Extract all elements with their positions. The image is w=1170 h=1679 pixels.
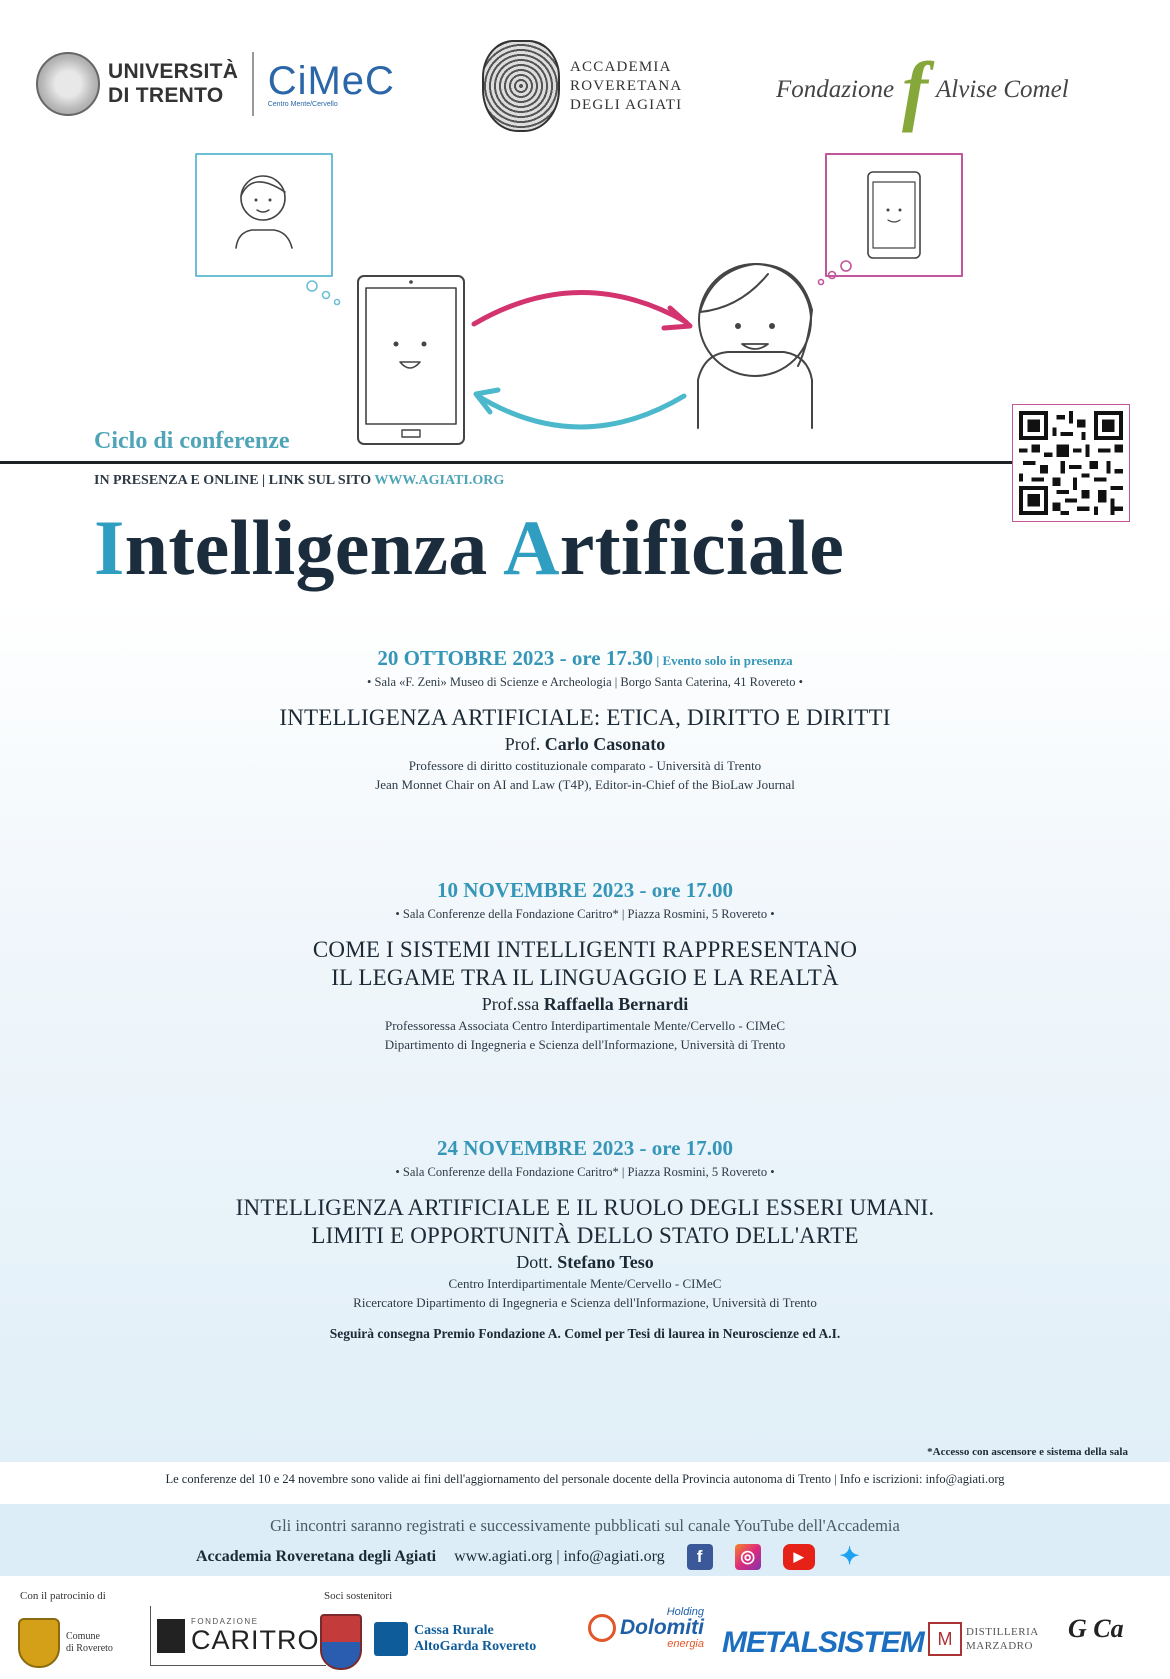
marzadro-mark-icon: M [928,1622,962,1656]
university-seal-icon [36,52,100,116]
speaker-affiliation: Professoressa Associata Centro Interdipartimentale Mente/Cervello - CIMeC [384,1018,785,1033]
academy-contacts [196,1544,863,1570]
event-date: 20 OTTOBRE 2023 - ore 17.30 [377,646,654,670]
event-2 [80,876,1090,1054]
marzadro-logo: M DISTILLERIA MARZADRO [928,1622,1039,1656]
youtube-icon[interactable]: ▶ [783,1544,815,1570]
dolomiti-energia-logo: Holding Dolomiti energia [588,1604,704,1652]
comune-crest-icon [18,1618,60,1668]
event-venue: • Sala «F. Zeni» Museo di Scienze e Archeologia | Borgo Santa Caterina, 41 Rovereto • [367,675,803,689]
section-divider [0,461,1012,464]
cimec-logo: CiMeC Centro Mente/Cervello [267,58,395,108]
accademia-agiati-logo [482,38,702,134]
smiling-woman-icon [698,264,812,428]
logo-divider [252,52,254,116]
page-title: Intelligenza Artificiale [94,504,845,591]
dolomiti-mark-icon [588,1614,616,1642]
comune-rovereto-logo: Comune di Rovereto [18,1618,113,1668]
comel-f-mark-icon: f [902,46,929,133]
youtube-note: Gli incontri saranno registrati e successivamente pubblicati sul canale YouTube dell'Accademia [270,1516,900,1535]
accademia-wordmark: ACCADEMIA ROVERETANA DEGLI AGIATI [570,58,683,113]
event-speaker: Prof. Carlo Casonato [504,734,666,754]
twitter-icon[interactable]: ✦ [839,1543,860,1570]
smiling-tablet-icon [358,276,464,444]
series-label: Ciclo di conferenze [94,428,290,454]
academy-links[interactable]: www.agiati.org | info@agiati.org [454,1548,665,1565]
fondazione-comel-logo: Fondazione f Alvise Comel [776,46,1069,133]
gca-logo: G Ca [1068,1614,1124,1643]
facebook-icon[interactable]: f [687,1544,713,1570]
arrow-to-tablet-icon [478,396,684,427]
event-date: 10 NOVEMBRE 2023 - ore 17.00 [437,878,733,902]
instagram-icon[interactable]: ◎ [735,1544,761,1570]
cassa-rurale-logo: Cassa Rurale AltoGarda Rovereto [374,1622,536,1656]
metalsistem-logo: METALSISTEM [722,1626,924,1659]
patronage-label: Con il patrocinio di [20,1590,106,1602]
academy-name: Accademia Roveretana degli Agiati [196,1548,437,1565]
unitn-wordmark: UNIVERSITÀ DI TRENTO [108,60,239,107]
speaker-affiliation: Ricercatore Dipartimento di Ingegneria e Scienza dell'Informazione, Università di Trento [353,1295,817,1310]
sponsor-crest-icon [320,1614,362,1670]
speaker-affiliation: Professore di diritto costituzionale comparato - Università di Trento [408,758,762,773]
woman-thought-frame-icon [196,154,340,305]
event-3 [80,1134,1090,1342]
caritro-mark-icon [157,1619,185,1653]
event-date: 24 NOVEMBRE 2023 - ore 17.00 [437,1136,733,1160]
award-note: Seguirà consegna Premio Fondazione A. Comel per Tesi di laurea in Neuroscienze ed A.I. [329,1326,841,1341]
event-note: | Evento solo in presenza [653,653,793,668]
event-title: INTELLIGENZA ARTIFICIALE E IL RUOLO DEGLI ESSERI UMANI. LIMITI E OPPORTUNITÀ DELLO STATO DELL'ARTE [235,1195,935,1248]
unitn-cimec-logo [36,46,396,122]
cassa-rurale-mark-icon [374,1622,408,1656]
teacher-training-note: Le conferenze del 10 e 24 novembre sono valide ai fini dell'aggiornamento del personale docente della Provincia autonoma di Trento | Info e iscrizioni: info@agiati.org [165,1472,1005,1486]
online-info: IN PRESENZA E ONLINE | LINK SUL SITO WWW.AGIATI.ORG [94,473,505,488]
event-venue: • Sala Conferenze della Fondazione Caritro* | Piazza Rosmini, 5 Rovereto • [395,907,775,921]
fondazione-caritro-logo: FONDAZIONE CARITRO [150,1606,326,1666]
arrow-to-human-icon [474,292,686,324]
website-link[interactable]: WWW.AGIATI.ORG [374,473,505,488]
event-venue: • Sala Conferenze della Fondazione Caritro* | Piazza Rosmini, 5 Rovereto • [395,1165,775,1179]
event-title: INTELLIGENZA ARTIFICIALE: ETICA, DIRITTO E DIRITTI [279,705,891,730]
access-note: *Accesso con ascensore e sistema della sala [927,1446,1128,1458]
speaker-affiliation: Centro Interdipartimentale Mente/Cervello - CIMeC [448,1276,722,1291]
supporters-label: Soci sostenitori [324,1590,393,1602]
accademia-crest-icon [482,40,560,132]
speaker-affiliation: Jean Monnet Chair on AI and Law (T4P), Editor-in-Chief of the BioLaw Journal [375,777,795,792]
event-1 [80,644,1090,794]
speaker-affiliation: Dipartimento di Ingegneria e Scienza dell'Informazione, Università di Trento [384,1037,786,1052]
event-title: COME I SISTEMI INTELLIGENTI RAPPRESENTANO IL LEGAME TRA IL LINGUAGGIO E LA REALTÀ [312,937,858,990]
human-ai-illustration [0,140,1170,460]
event-speaker: Prof.ssa Raffaella Bernardi [481,994,689,1014]
qr-code-icon [1019,411,1123,515]
qr-code[interactable] [1012,404,1130,522]
event-speaker: Dott. Stefano Teso [516,1252,654,1272]
tablet-thought-frame-icon [819,154,963,285]
